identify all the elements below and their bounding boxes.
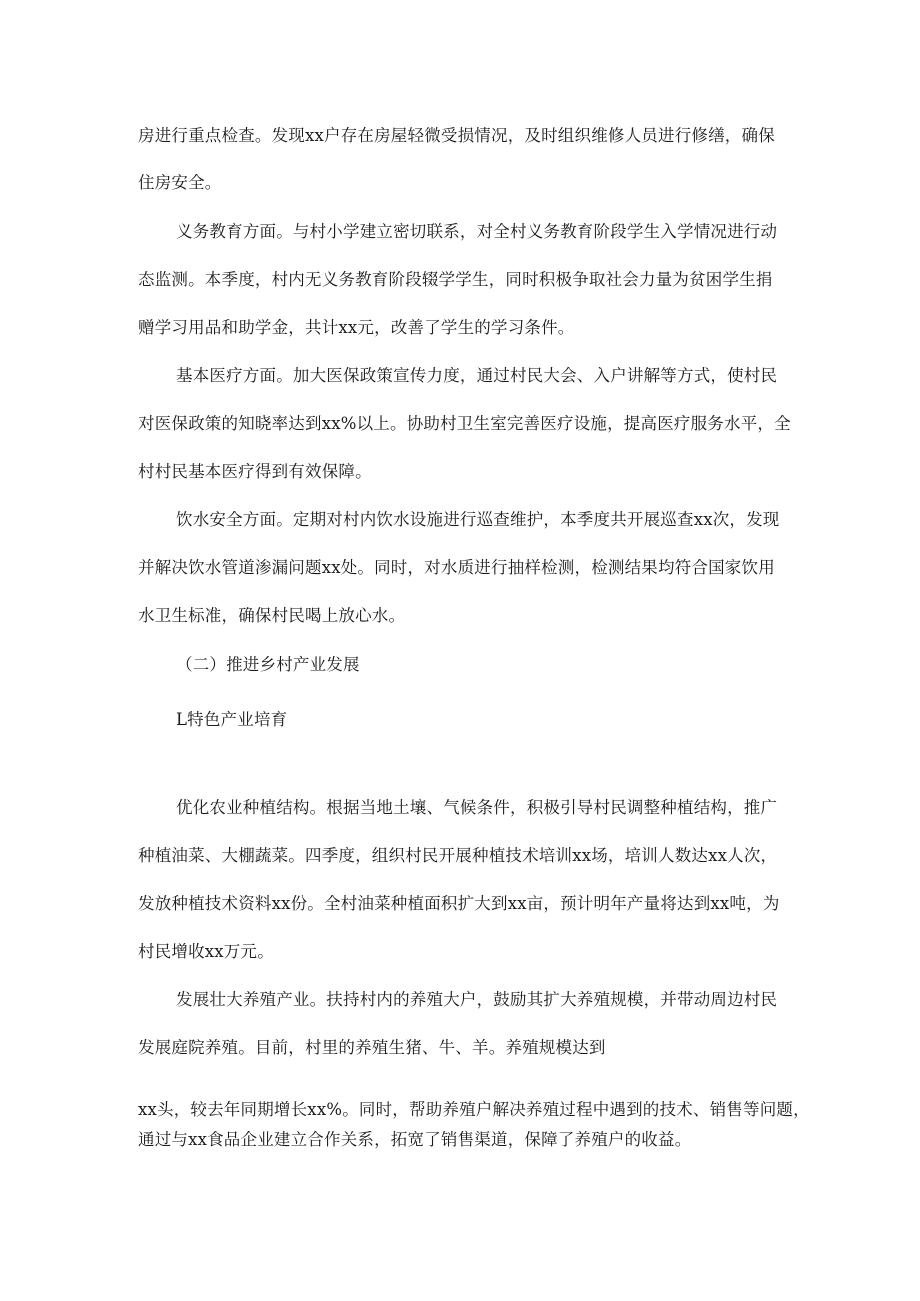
- subsection-heading: L特色产业培育: [176, 710, 288, 729]
- paragraph-line: 发展壮大养殖产业。扶持村内的养殖大户，鼓励其扩大养殖规模，并带动周边村民: [176, 990, 778, 1009]
- paragraph-line: 住房安全。: [138, 173, 222, 192]
- paragraph-line: 义务教育方面。与村小学建立密切联系，对全村义务教育阶段学生入学情况进行动: [176, 222, 778, 241]
- paragraph-line: 并解决饮水管道渗漏问题xx处。同时，对水质进行抽样检测，检测结果均符合国家饮用: [138, 558, 775, 577]
- paragraph-line: 种植油菜、大棚蔬菜。四季度，组织村民开展种植技术培训xx场，培训人数达xx人次，: [138, 846, 778, 865]
- paragraph-line: 水卫生标准，确保村民喝上放心水。: [138, 606, 406, 625]
- paragraph-line: 村村民基本医疗得到有效保障。: [138, 462, 372, 481]
- paragraph-line: 村民增收xx万元。: [138, 942, 274, 961]
- paragraph-line: 饮水安全方面。定期对村内饮水设施进行巡查维护，本季度共开展巡查xx次，发现: [176, 510, 780, 529]
- paragraph-line: 态监测。本季度，村内无义务教育阶段辍学学生，同时积极争取社会力量为贫困学生捐: [138, 270, 773, 289]
- paragraph-line: 优化农业种植结构。根据当地土壤、气候条件，积极引导村民调整种植结构，推广: [176, 798, 778, 817]
- section-heading: （二）推进乡村产业发展: [176, 655, 360, 674]
- paragraph-line: 对医保政策的知晓率达到xx%以上。协助村卫生室完善医疗设施，提高医疗服务水平，全: [138, 414, 791, 433]
- paragraph-line: 房进行重点检查。发现xx户存在房屋轻微受损情况，及时组织维修人员进行修缮，确保: [138, 126, 775, 145]
- paragraph-line: 发放种植技术资料xx份。全村油菜种植面积扩大到xx亩，预计明年产量将达到xx吨，为: [138, 894, 780, 913]
- paragraph-line: 赠学习用品和助学金，共计xx元，改善了学生的学习条件。: [138, 318, 575, 337]
- paragraph-line: 基本医疗方面。加大医保政策宣传力度，通过村民大会、入户讲解等方式，使村民: [176, 366, 778, 385]
- paragraph-line: xx头，较去年同期增长xx%。同时，帮助养殖户解决养殖过程中遇到的技术、销售等问题，: [138, 1100, 810, 1119]
- paragraph-line: 发展庭院养殖。目前，村里的养殖生猪、牛、羊。养殖规模达到: [138, 1038, 606, 1057]
- paragraph-line: 通过与xx食品企业建立合作关系，拓宽了销售渠道，保障了养殖户的收益。: [138, 1130, 692, 1149]
